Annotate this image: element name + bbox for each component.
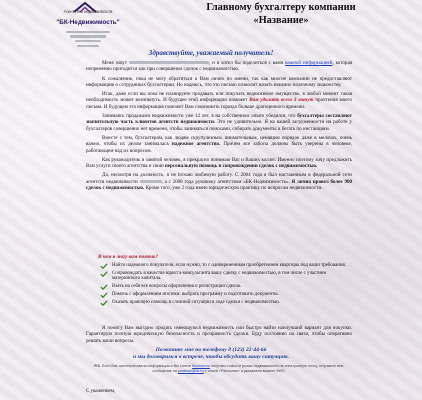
- list-item: Помочь с оформлением ипотеки: выбрать программу и подготовить документы.: [100, 292, 348, 298]
- paragraph-offer: Как руководитель я занятой человек, я прекрасно понимаю Вас и Ваших коллег. Именно поэтому хочу предложить Вам услуги своего агентства и свою персональную помощь в сопровождении сделок с недвижимостью.: [86, 156, 352, 170]
- paragraph-accountants: Вместе с тем, бухгалтерам, как людям скрупулезным, внимательным, ценящим порядок даже в мелочах, очень важно, чтобы их делом занималась надежное агентство. Причем все заботы должны быть уверены в человеке, работающем над их вопросом.: [86, 134, 353, 154]
- meeting-line: и мы договоримся о встрече, чтобы обсудить вашу ситуацию.: [133, 354, 289, 360]
- greeting: Здравствуйте, уважаемый получатель!: [148, 49, 274, 57]
- agency-contacts-redacted: [58, 30, 118, 48]
- agency-logo: [42, 0, 134, 34]
- logo-name: "БК-Недвижимость": [56, 19, 120, 26]
- checkmark-icon: [100, 292, 108, 298]
- email-link[interactable]: postmail@bk.ru: [177, 368, 204, 373]
- letter-body-top: [86, 60, 352, 191]
- checkmark-icon: [100, 263, 108, 269]
- paragraph-intro: Меня зовут , и я хотел бы поделиться с вами важной информацией, которая непременно пригодится как при совершении сделок с недвижимостью.: [86, 60, 353, 73]
- paragraph-closing: Я помогу Вам выгодно продать имеющуюся недвижимость или быстро найти наилучший вариант для покупки. Гарантирую полную юридическую безопасность и прозрачность сделки. Буду постоянно на связи, чтобы оперативно решать ваши вопросы.: [86, 325, 352, 344]
- list-item: Оказать правовую помощь в сложной ситуации в ходе сделки с недвижимостью.: [100, 300, 348, 306]
- paragraph-credentials: Да, несмотря на должность, я не brosaю любимую работу. С 2004 года я был наставником в федеральной сети агентств недвижимости , а с 2008 года руковожу агентством «БК-Недвижимость». Я лично провел более 900 сделок с недвижимостью. Кроме того, уже 2 года имею юридическую практику по вопросам недвижимости.: [86, 172, 353, 192]
- signoff: С уважением,: [86, 389, 116, 394]
- list-item: Найти надежного покупателя, если нужно, то с одновременным приобретением квартиры под ваши требования.: [100, 263, 348, 269]
- free-link[interactable]: бесплатно: [192, 364, 210, 368]
- phone-line: Позвоните мне по телефону 8 (123) 22-44-66: [155, 347, 267, 353]
- paragraph-apology: К сожалению, пока не могу обратиться к Вам лично по имени, так как многие компании не предоставляют информацию о сотрудниках бухгалтерии. Но надеюсь, что это письмо позволит начать взаимно полезному знакомству.: [86, 75, 352, 88]
- checkmark-icon: [100, 271, 108, 277]
- letter-body-closing: [86, 325, 352, 344]
- checkmark-icon: [100, 284, 108, 290]
- list-item: Взять на себя все вопросы оформления и регистрации сделок.: [100, 284, 348, 290]
- postscript: P.S. Если Вас заинтересовала информация и Вы хотите бесплатно получать новости рынка недвижимости на электронную почту, отправьте мне сообщение на postmail@bk.ru с темой «Рассылка» и указанием вашего ФИО.: [94, 364, 344, 373]
- list-item: Сопровождать в качестве юриста-консультанта вашу сделку с недвижимостью, в том числе с участием материнского капитала.: [100, 271, 348, 282]
- checkmark-icon: [100, 300, 108, 306]
- logo-subtitle: Агентство недвижимости: [63, 9, 113, 14]
- important-info-link[interactable]: важной информацией: [285, 60, 333, 66]
- recipient-heading: Главному бухгалтеру компании «Название»: [206, 2, 356, 26]
- help-list: [100, 263, 348, 308]
- paragraph-experience: Занимаясь продажами недвижимости уже 12 лет, я на собственном опыте убедился, что бухгалтеры составляют значительную часть клиентов агентств недвижимости. Это не удивительно. Я на вашей загруженности на работе у бухгалтеров совершенно нет времени, чтобы заниматься поисками, собирать документы и бегать по инстанциям.: [86, 113, 353, 132]
- help-heading: В чем я могу вам помочь?: [98, 254, 159, 260]
- phone-callout: [0, 347, 422, 361]
- paragraph-time: Итак, даже если вы пока не планируете продавать или покупать недвижимое имущество, в любой момент такая необходимость может возникнуть. И будущее этой информации поможет Вам удалить всего 3 минут прочтения моего письма. И будущем эта информация поможет Вам сэкономить гораздо больше драгоценного времени.: [86, 91, 353, 110]
